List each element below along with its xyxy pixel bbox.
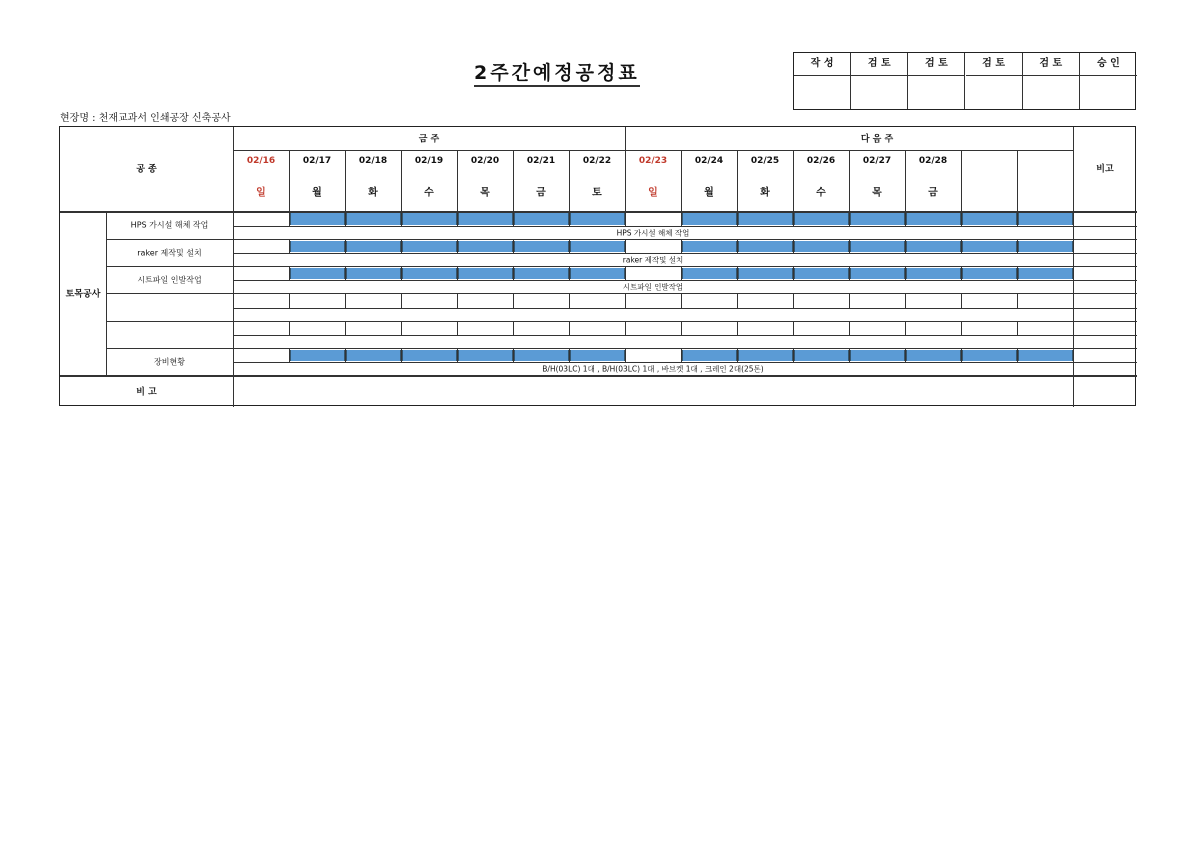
task-note: B/H(03LC) 1대 , B/H(03LC) 1대 , 바브켓 1대 , 크레인 2대(25톤) [542, 364, 764, 373]
schedule-bar[interactable] [962, 268, 1017, 279]
grid-line [1073, 308, 1137, 309]
grid-line [345, 293, 346, 308]
day-label: 토 [592, 187, 602, 199]
approval-signature-cell[interactable] [908, 76, 965, 109]
grid-line [849, 321, 850, 335]
schedule-bar[interactable] [290, 268, 345, 279]
grid-line [793, 293, 794, 308]
date-label: 02/20 [470, 156, 500, 166]
task-name: HPS 가시설 해체 작업 [130, 220, 209, 230]
grid-line [233, 127, 234, 407]
remarks-header: 비고 [1096, 164, 1114, 175]
grid-line [513, 321, 514, 335]
bottom-remarks-cell[interactable] [234, 377, 1134, 404]
grid-line [401, 150, 402, 211]
day-label: 목 [480, 187, 490, 199]
grid-line [1017, 293, 1018, 308]
schedule-bar[interactable] [738, 350, 793, 361]
task-note: raker 제작및 설치 [622, 255, 684, 264]
grid-line [106, 293, 1137, 294]
grid-line [1073, 280, 1137, 281]
date-label: 02/21 [526, 156, 556, 166]
schedule-bar[interactable] [458, 241, 513, 252]
date-label: 02/18 [358, 156, 388, 166]
schedule-bar[interactable] [402, 268, 457, 279]
site-name: 현장명 : 천재교과서 인쇄공장 신축공사 [60, 113, 231, 124]
grid-line [737, 150, 738, 211]
grid-line [793, 321, 794, 335]
grid-line [569, 150, 570, 211]
grid-line [625, 266, 626, 280]
approval-header: 승 인 [1080, 53, 1137, 76]
schedule-bar[interactable] [962, 241, 1017, 252]
approval-header: 검 토 [908, 53, 965, 76]
grid-line [1073, 226, 1137, 227]
grid-line [793, 150, 794, 211]
grid-line [106, 239, 1137, 240]
schedule-bar[interactable] [962, 350, 1017, 361]
day-label: 화 [760, 187, 770, 199]
schedule-bar[interactable] [1018, 350, 1073, 361]
schedule-bar[interactable] [346, 268, 401, 279]
schedule-bar[interactable] [794, 268, 849, 279]
approval-signature-cell[interactable] [966, 76, 1023, 109]
date-label: 02/16 [246, 156, 276, 166]
approval-header: 검 토 [851, 53, 908, 76]
bottom-remarks-label: 비 고 [136, 387, 157, 398]
schedule-bar[interactable] [906, 268, 961, 279]
grid-line [681, 150, 682, 211]
grid-line [849, 293, 850, 308]
schedule-bar[interactable] [514, 213, 569, 225]
day-label: 월 [312, 187, 322, 199]
approval-signature-cell[interactable] [794, 76, 851, 109]
date-label: 02/23 [638, 156, 668, 166]
schedule-bar[interactable] [850, 213, 905, 225]
grid-line [345, 321, 346, 335]
grid-line [625, 211, 626, 226]
date-label: 02/26 [806, 156, 836, 166]
day-label: 화 [368, 187, 378, 199]
grid-line [401, 321, 402, 335]
grid-line [233, 335, 1073, 336]
schedule-bar[interactable] [514, 350, 569, 361]
date-label: 02/25 [750, 156, 780, 166]
approval-header: 검 토 [1023, 53, 1080, 76]
grid-line [905, 150, 906, 211]
schedule-bar[interactable] [794, 350, 849, 361]
grid-line [457, 150, 458, 211]
grid-line [625, 348, 626, 362]
task-name: 시트파일 인발작업 [137, 275, 202, 284]
schedule-bar[interactable] [850, 241, 905, 252]
schedule-bar[interactable] [1018, 241, 1073, 252]
schedule-bar[interactable] [850, 268, 905, 279]
schedule-bar[interactable] [514, 241, 569, 252]
grid-line [569, 293, 570, 308]
schedule-table [59, 126, 1136, 406]
category-header: 공 종 [136, 164, 157, 175]
schedule-bar[interactable] [682, 241, 737, 252]
day-label: 일 [648, 187, 658, 199]
task-note: 시트파일 인발작업 [622, 282, 684, 291]
grid-line [106, 266, 1137, 267]
schedule-bar[interactable] [290, 213, 345, 225]
group-label: 토목공사 [65, 289, 101, 300]
this-week-header: 금 주 [418, 134, 440, 145]
grid-line [905, 321, 906, 335]
schedule-bar[interactable] [738, 213, 793, 225]
date-label: 02/28 [918, 156, 948, 166]
grid-line [961, 321, 962, 335]
approval-signature-cell[interactable] [851, 76, 908, 109]
grid-line [737, 321, 738, 335]
schedule-bar[interactable] [570, 350, 625, 361]
grid-line [625, 321, 626, 335]
grid-line [289, 150, 290, 211]
schedule-bar[interactable] [850, 350, 905, 361]
schedule-bar[interactable] [458, 213, 513, 225]
schedule-bar[interactable] [738, 241, 793, 252]
schedule-bar[interactable] [346, 241, 401, 252]
schedule-bar[interactable] [738, 268, 793, 279]
grid-line [1073, 362, 1137, 363]
grid-line [1017, 321, 1018, 335]
grid-line [513, 293, 514, 308]
task-name: raker 제작및 설치 [137, 248, 202, 257]
grid-line [681, 293, 682, 308]
schedule-bar[interactable] [570, 241, 625, 252]
grid-line [849, 150, 850, 211]
schedule-bar[interactable] [402, 241, 457, 252]
schedule-bar[interactable] [682, 213, 737, 225]
grid-line [1073, 253, 1137, 254]
schedule-bar[interactable] [1018, 268, 1073, 279]
schedule-bar[interactable] [682, 350, 737, 361]
schedule-bar[interactable] [402, 350, 457, 361]
task-note: HPS 가시설 해체 작업 [616, 228, 690, 237]
grid-line [1073, 335, 1137, 336]
schedule-bar[interactable] [402, 213, 457, 225]
approval-box [793, 52, 1136, 110]
day-label: 일 [256, 187, 266, 199]
schedule-bar[interactable] [570, 268, 625, 279]
task-name: 장비현황 [154, 357, 185, 366]
day-label: 월 [704, 187, 714, 199]
grid-line [513, 150, 514, 211]
grid-line [625, 293, 626, 308]
grid-line [401, 293, 402, 308]
schedule-bar[interactable] [570, 213, 625, 225]
grid-line [289, 321, 290, 335]
grid-line [106, 348, 1137, 349]
schedule-bar[interactable] [290, 241, 345, 252]
schedule-bar[interactable] [290, 350, 345, 361]
next-week-header: 다 음 주 [860, 134, 894, 145]
grid-line [233, 150, 1073, 151]
date-label: 02/24 [694, 156, 724, 166]
grid-line [457, 293, 458, 308]
grid-line [961, 293, 962, 308]
schedule-bar[interactable] [458, 268, 513, 279]
schedule-bar[interactable] [514, 268, 569, 279]
grid-line [345, 150, 346, 211]
grid-line [106, 321, 1137, 322]
grid-line [625, 127, 626, 211]
grid-line [737, 293, 738, 308]
grid-line [1073, 127, 1074, 407]
schedule-bar[interactable] [458, 350, 513, 361]
approval-signature-cell[interactable] [1080, 76, 1137, 109]
day-label: 금 [928, 187, 938, 199]
grid-line [961, 150, 962, 211]
schedule-bar[interactable] [794, 213, 849, 225]
date-label: 02/22 [582, 156, 612, 166]
grid-line [1017, 150, 1018, 211]
schedule-bar[interactable] [962, 213, 1017, 225]
grid-line [233, 308, 1073, 309]
schedule-bar[interactable] [682, 268, 737, 279]
day-label: 목 [872, 187, 882, 199]
grid-line [681, 321, 682, 335]
approval-header: 검 토 [966, 53, 1023, 76]
document-title: 2주간예정공정표 [474, 62, 640, 87]
date-label: 02/19 [414, 156, 444, 166]
schedule-bar[interactable] [1018, 213, 1073, 225]
grid-line [569, 321, 570, 335]
date-label: 02/27 [862, 156, 892, 166]
approval-signature-cell[interactable] [1023, 76, 1080, 109]
day-label: 수 [816, 187, 826, 199]
schedule-bar[interactable] [346, 213, 401, 225]
day-label: 금 [536, 187, 546, 199]
date-label: 02/17 [302, 156, 332, 166]
schedule-bar[interactable] [906, 241, 961, 252]
schedule-bar[interactable] [346, 350, 401, 361]
grid-line [289, 293, 290, 308]
grid-line [457, 321, 458, 335]
schedule-bar[interactable] [794, 241, 849, 252]
grid-line [905, 293, 906, 308]
approval-header: 작 성 [794, 53, 851, 76]
schedule-bar[interactable] [906, 350, 961, 361]
grid-line [625, 239, 626, 253]
day-label: 수 [424, 187, 434, 199]
schedule-bar[interactable] [906, 213, 961, 225]
